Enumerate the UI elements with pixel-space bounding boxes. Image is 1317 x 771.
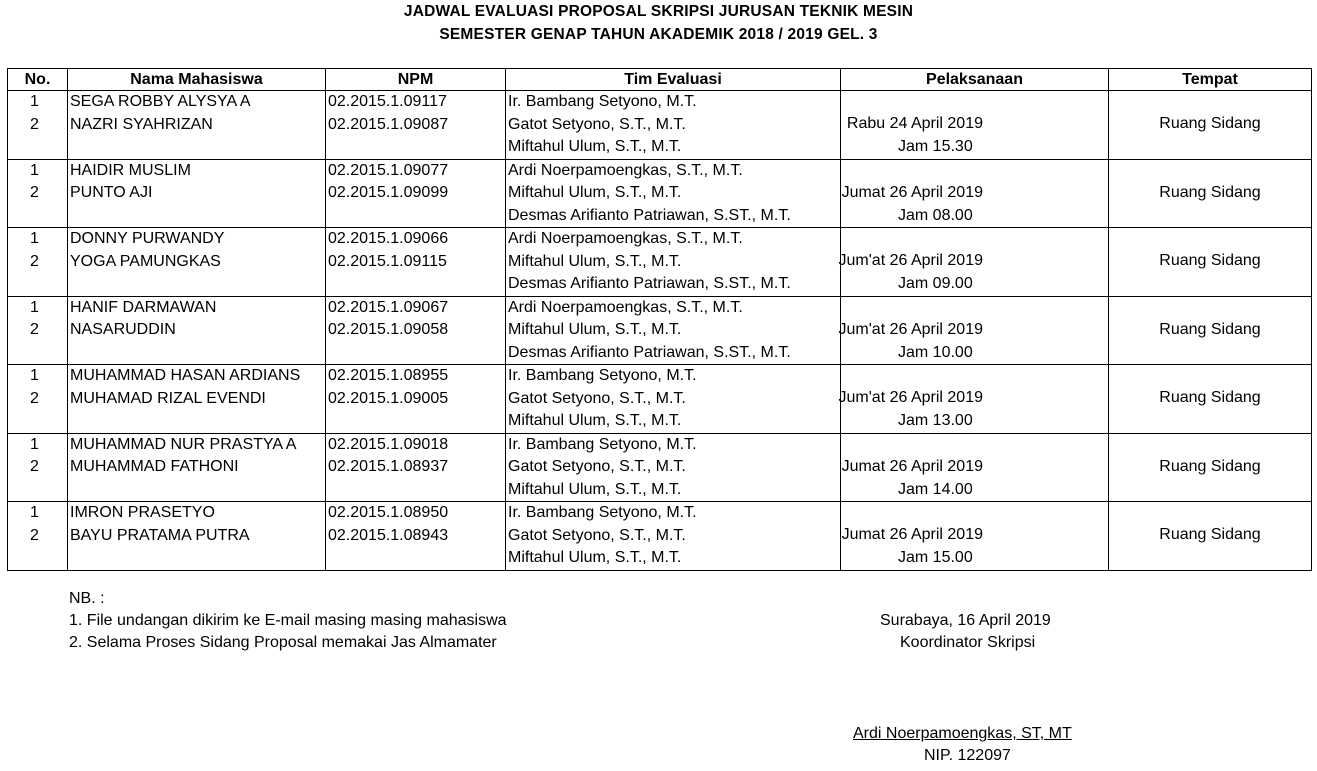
table-row bbox=[8, 433, 1312, 502]
cell-tim-evaluasi bbox=[506, 296, 841, 365]
column-header-no: No. bbox=[8, 69, 68, 91]
schedule-day: Jumat 26 April 2019 bbox=[841, 183, 983, 201]
cell-no bbox=[8, 502, 68, 571]
venue: Ruang Sidang bbox=[1159, 252, 1261, 269]
evaluator-name: Ir. Bambang Setyono, M.T. bbox=[508, 504, 697, 521]
student-npm: 02.2015.1.09087 bbox=[328, 115, 449, 133]
cell-tempat bbox=[1109, 91, 1312, 160]
venue: Ruang Sidang bbox=[1159, 183, 1261, 201]
student-npm: 02.2015.1.09066 bbox=[328, 230, 449, 247]
schedule-day: Jum'at 26 April 2019 bbox=[838, 389, 983, 406]
cell-tempat bbox=[1109, 433, 1312, 502]
signature-place-date: Surabaya, 16 April 2019 bbox=[880, 612, 1051, 629]
cell-pelaksanaan bbox=[841, 91, 1109, 160]
evaluator-name: Ir. Bambang Setyono, M.T. bbox=[508, 93, 697, 110]
evaluator-name: Ir. Bambang Setyono, M.T. bbox=[508, 367, 697, 384]
student-npm: 02.2015.1.09115 bbox=[328, 252, 447, 270]
evaluator-name: Ardi Noerpamoengkas, S.T., M.T. bbox=[508, 230, 743, 247]
cell-tim-evaluasi bbox=[506, 228, 841, 297]
student-name: SEGA ROBBY ALYSYA A bbox=[70, 93, 251, 110]
table-row bbox=[8, 365, 1312, 434]
cell-npm bbox=[326, 365, 506, 434]
cell-pelaksanaan bbox=[841, 433, 1109, 502]
table-row bbox=[8, 296, 1312, 365]
evaluator-name: Desmas Arifianto Patriawan, S.ST., M.T. bbox=[508, 343, 791, 361]
column-header-nama: Nama Mahasiswa bbox=[68, 69, 326, 91]
cell-nama bbox=[68, 228, 326, 297]
row-number: 2 bbox=[30, 458, 39, 475]
student-npm: 02.2015.1.09005 bbox=[328, 389, 449, 407]
cell-nama bbox=[68, 365, 326, 434]
notes-heading: NB. : bbox=[69, 590, 105, 607]
student-name: NASARUDDIN bbox=[70, 321, 176, 338]
cell-pelaksanaan bbox=[838, 296, 1109, 365]
cell-nama bbox=[68, 433, 326, 502]
cell-nama bbox=[68, 91, 326, 160]
cell-npm bbox=[326, 296, 506, 365]
schedule-time: Jam 13.00 bbox=[898, 412, 973, 429]
evaluator-name: Desmas Arifianto Patriawan, S.ST., M.T. bbox=[508, 275, 791, 292]
cell-nama bbox=[68, 159, 326, 228]
cell-tempat bbox=[1109, 365, 1312, 434]
cell-tempat bbox=[1109, 296, 1312, 365]
evaluator-name: Ardi Noerpamoengkas, S.T., M.T. bbox=[508, 161, 743, 179]
evaluator-name: Miftahul Ulum, S.T., M.T. bbox=[508, 412, 682, 429]
student-name: HAIDIR MUSLIM bbox=[70, 161, 191, 179]
cell-no bbox=[8, 365, 68, 434]
table-row bbox=[8, 91, 1312, 160]
venue: Ruang Sidang bbox=[1159, 115, 1261, 132]
row-number: 2 bbox=[30, 115, 39, 133]
cell-no bbox=[8, 91, 68, 160]
student-name: BAYU PRATAMA PUTRA bbox=[70, 526, 250, 544]
student-name: MUHAMMAD HASAN ARDIANS bbox=[70, 367, 301, 384]
schedule-body bbox=[8, 91, 1312, 571]
student-name: MUHAMMAD FATHONI bbox=[70, 458, 239, 475]
evaluator-name: Miftahul Ulum, S.T., M.T. bbox=[508, 549, 682, 566]
student-npm: 02.2015.1.08937 bbox=[328, 458, 449, 475]
venue: Ruang Sidang bbox=[1159, 320, 1261, 338]
column-header-npm: NPM bbox=[326, 69, 506, 91]
evaluator-name: Desmas Arifianto Patriawan, S.ST., M.T. bbox=[508, 206, 791, 224]
schedule-day: Rabu 24 April 2019 bbox=[846, 115, 983, 132]
schedule-day: Jum'at 26 April 2019 bbox=[838, 320, 983, 338]
cell-no bbox=[8, 159, 68, 228]
row-number: 1 bbox=[30, 161, 39, 179]
cell-pelaksanaan bbox=[838, 365, 1109, 434]
student-npm: 02.2015.1.08950 bbox=[328, 504, 449, 521]
row-number: 1 bbox=[30, 435, 39, 453]
cell-tempat bbox=[1109, 159, 1312, 228]
cell-tim-evaluasi bbox=[506, 159, 841, 228]
cell-no bbox=[8, 228, 68, 297]
cell-no bbox=[8, 433, 68, 502]
row-number: 1 bbox=[30, 367, 39, 384]
column-header-pelaksanaan: Pelaksanaan bbox=[841, 69, 1109, 91]
cell-npm bbox=[326, 502, 506, 571]
note-item: 1. File undangan dikirim ke E-mail masing masing mahasiswa bbox=[69, 612, 507, 629]
student-npm: 02.2015.1.09117 bbox=[328, 93, 447, 110]
student-name: NAZRI SYAHRIZAN bbox=[70, 115, 213, 133]
signature-role: Koordinator Skripsi bbox=[900, 634, 1036, 651]
schedule-day: Jumat 26 April 2019 bbox=[841, 526, 983, 543]
row-number: 1 bbox=[30, 504, 39, 521]
cell-tempat bbox=[1109, 502, 1312, 571]
venue: Ruang Sidang bbox=[1159, 389, 1261, 406]
evaluator-name: Ir. Bambang Setyono, M.T. bbox=[508, 435, 697, 453]
document-title: JADWAL EVALUASI PROPOSAL SKRIPSI JURUSAN TEKNIK MESIN bbox=[403, 3, 914, 20]
cell-npm bbox=[326, 433, 506, 502]
evaluator-name: Miftahul Ulum, S.T., M.T. bbox=[508, 480, 682, 498]
evaluator-name: Gatot Setyono, S.T., M.T. bbox=[508, 389, 686, 407]
schedule-table bbox=[7, 68, 1312, 571]
column-header-tim: Tim Evaluasi bbox=[506, 69, 841, 91]
cell-npm bbox=[326, 228, 506, 297]
row-number: 1 bbox=[30, 230, 39, 247]
evaluator-name: Miftahul Ulum, S.T., M.T. bbox=[508, 252, 682, 270]
schedule-time: Jam 08.00 bbox=[898, 206, 973, 224]
row-number: 1 bbox=[30, 298, 39, 316]
table-header-row bbox=[8, 69, 1312, 91]
student-name: YOGA PAMUNGKAS bbox=[70, 252, 221, 270]
table-row bbox=[8, 502, 1312, 571]
table-row bbox=[8, 159, 1312, 228]
evaluator-name: Ardi Noerpamoengkas, S.T., M.T. bbox=[508, 298, 743, 316]
student-npm: 02.2015.1.09018 bbox=[328, 435, 449, 453]
signatory-nip: NIP. 122097 bbox=[924, 747, 1011, 764]
evaluator-name: Gatot Setyono, S.T., M.T. bbox=[508, 115, 686, 133]
evaluator-name: Gatot Setyono, S.T., M.T. bbox=[508, 458, 686, 475]
document-subtitle: SEMESTER GENAP TAHUN AKADEMIK 2018 / 2019 GEL. 3 bbox=[439, 26, 878, 43]
student-name: IMRON PRASETYO bbox=[70, 504, 215, 521]
student-npm: 02.2015.1.08943 bbox=[328, 526, 449, 544]
cell-nama bbox=[68, 502, 326, 571]
cell-tempat bbox=[1109, 228, 1312, 297]
row-number: 2 bbox=[30, 252, 39, 270]
cell-tim-evaluasi bbox=[506, 502, 841, 571]
schedule-time: Jam 15.30 bbox=[898, 138, 973, 155]
evaluator-name: Miftahul Ulum, S.T., M.T. bbox=[508, 321, 682, 338]
signatory-name: Ardi Noerpamoengkas, ST, MT bbox=[853, 725, 1072, 742]
cell-pelaksanaan bbox=[841, 502, 1109, 571]
cell-npm bbox=[326, 91, 506, 160]
row-number: 2 bbox=[30, 389, 39, 407]
schedule-time: Jam 09.00 bbox=[898, 275, 973, 292]
venue: Ruang Sidang bbox=[1159, 457, 1261, 475]
student-name: HANIF DARMAWAN bbox=[70, 298, 217, 316]
cell-npm bbox=[326, 159, 506, 228]
cell-tim-evaluasi bbox=[506, 91, 841, 160]
student-name: MUHAMAD RIZAL EVENDI bbox=[70, 389, 266, 407]
row-number: 1 bbox=[30, 93, 39, 110]
cell-pelaksanaan bbox=[841, 159, 1109, 228]
cell-nama bbox=[68, 296, 326, 365]
evaluator-name: Gatot Setyono, S.T., M.T. bbox=[508, 526, 686, 544]
table-row bbox=[8, 228, 1312, 297]
student-name: PUNTO AJI bbox=[70, 184, 153, 201]
schedule-time: Jam 15.00 bbox=[898, 549, 973, 566]
student-name: MUHAMMAD NUR PRASTYA A bbox=[70, 435, 297, 453]
cell-pelaksanaan bbox=[838, 228, 1109, 297]
evaluator-name: Miftahul Ulum, S.T., M.T. bbox=[508, 138, 682, 155]
schedule-day: Jum'at 26 April 2019 bbox=[838, 252, 983, 269]
student-npm: 02.2015.1.08955 bbox=[328, 367, 449, 384]
row-number: 2 bbox=[30, 184, 39, 201]
student-npm: 02.2015.1.09058 bbox=[328, 321, 449, 338]
student-name: DONNY PURWANDY bbox=[70, 230, 225, 247]
schedule-time: Jam 10.00 bbox=[898, 343, 973, 361]
row-number: 2 bbox=[30, 321, 39, 338]
student-npm: 02.2015.1.09067 bbox=[328, 298, 449, 316]
cell-no bbox=[8, 296, 68, 365]
venue: Ruang Sidang bbox=[1159, 526, 1261, 543]
schedule-time: Jam 14.00 bbox=[898, 480, 973, 498]
evaluator-name: Miftahul Ulum, S.T., M.T. bbox=[508, 184, 682, 201]
cell-tim-evaluasi bbox=[506, 433, 841, 502]
column-header-tempat: Tempat bbox=[1109, 69, 1312, 91]
cell-tim-evaluasi bbox=[506, 365, 841, 434]
row-number: 2 bbox=[30, 526, 39, 544]
student-npm: 02.2015.1.09077 bbox=[328, 161, 449, 179]
schedule-day: Jumat 26 April 2019 bbox=[841, 457, 983, 475]
student-npm: 02.2015.1.09099 bbox=[328, 184, 449, 201]
note-item: 2. Selama Proses Sidang Proposal memakai Jas Almamater bbox=[69, 634, 497, 651]
